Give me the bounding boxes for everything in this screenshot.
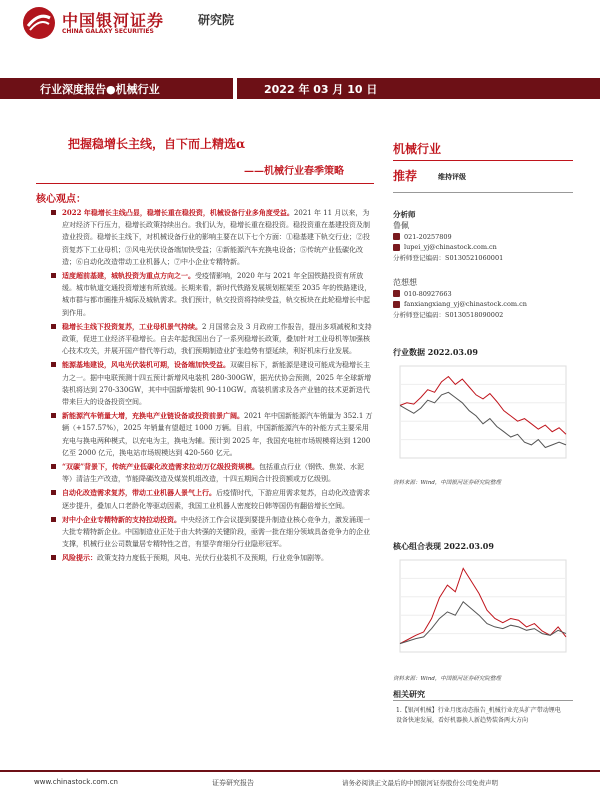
analyst-name: 范想想 <box>393 278 417 287</box>
sidebar-rule-2 <box>393 192 573 193</box>
key-point <box>48 487 374 511</box>
key-point-body: 双碳目标下，新能源是建设可能成为稳增长主力之一。据中电联预测十四五预计新增风电装机 280-300GW，据光伏协会预测，2025 年全球新增装机将达到 270-330GW，其中中国新增装机 90-110GW。高装机需求及各产业链的技术更新迭代带来巨大的设备投资空间。 <box>62 361 372 407</box>
footer-disclaimer: 请务必阅读正文最后的中国银河证券股份公司免责声明 <box>342 779 498 787</box>
title-rule <box>36 183 374 184</box>
related-research-item[interactable]: 1.【银河机械】行业月度动态报告_机械行业充头扩产带动锂电设备快速发展，看好机器换人新趋势装备两大方向 <box>396 707 561 724</box>
key-point <box>48 270 374 319</box>
related-rule <box>393 700 573 701</box>
analyst-email[interactable]: fanxiangxiang_yj@chinastock.com.cn <box>404 300 527 308</box>
series-line-2 <box>400 602 566 644</box>
rating-value: 维持评级 <box>438 172 466 181</box>
key-point-lead: 稳增长主线下投资复苏，工业母机景气持续。 <box>62 321 202 331</box>
key-point-lead: 能源基地建设，风电光伏装机可期，设备端加快受益。 <box>62 360 230 370</box>
key-point-body: 2021 年中国新能源汽车销量为 352.1 万辆（+157.57%），2025 年销量有望超过 1000 万辆。目前，中国新能源汽车的补能方式主要采用充电与换电两种模式，以充电为主，换电为辅。预计到 2025 年，我国充电桩市场规模将达到 1200 亿至 2000 亿元，换电站市场规模达到 420-560 亿元。 <box>62 412 373 457</box>
key-point-body: 包括重点行业（钢铁、焦炭、水泥等）清洁生产改造，节能降碳改造及煤炭机组改造，十四五期间合计投资额或万亿级别。 <box>62 463 365 484</box>
plot-frame <box>400 366 566 458</box>
banner-divider <box>233 78 237 99</box>
key-point-lead: “双碳”背景下，传统产业低碳化改造需求拉动万亿级投资规模。 <box>62 462 260 472</box>
brand-name-cn: 中国银河证券 <box>62 11 165 30</box>
key-point-lead: 自动化改造需求复苏，带动工业机器人景气上行。 <box>62 488 216 498</box>
footer-url[interactable]: www.chinastock.com.cn <box>34 778 118 786</box>
report-type: 行业深度报告●机械行业 <box>40 82 160 96</box>
analyst-phone: 010-80927663 <box>404 289 452 298</box>
key-point <box>48 359 374 408</box>
key-point <box>48 410 374 459</box>
portfolio-chart <box>392 554 572 662</box>
galaxy-logo <box>22 6 56 40</box>
key-point <box>48 552 374 564</box>
report-subtitle: ——机械行业春季策略 <box>244 166 344 177</box>
analyst-email[interactable]: lupei_yj@chinastock.com.cn <box>404 243 497 251</box>
bullet-list <box>48 207 374 567</box>
analyst-card <box>393 221 503 263</box>
key-point <box>48 321 374 358</box>
footer-center: 证券研究报告 <box>212 779 254 787</box>
key-point-body: 2 月国常会及 3 月政府工作报告，提出多项减税和支持政策，促进工业经济平稳增长。自去年起我国出台了一系列稳增长政策，叠加针对工业母机等加强核心技术攻关，并展开国产替代等行动，我们预期制造业扩张趋势有望延续，利好机床行业发展。 <box>62 322 372 356</box>
key-point <box>48 514 374 551</box>
plot-frame <box>400 560 566 652</box>
key-point-body: 政策支持力度低于预期，风电、光伏行业装机不及预期，行业竞争加剧等。 <box>97 554 328 563</box>
email-icon <box>393 301 400 308</box>
key-point-lead: 对中小企业专精特新的支持拉动投资。 <box>62 514 181 524</box>
related-heading: 相关研究 <box>393 689 425 699</box>
key-point-body: 后疫情时代，下游应用需求复苏，自动化改造需求逐步提升，叠加人口老龄化等驱动因素，我国工业机器人密度较日韩等国仍有翻倍增长空间。 <box>62 489 370 510</box>
report-title: 把握稳增长主线，自下而上精选α <box>68 137 246 151</box>
sidebar-rule <box>393 160 573 161</box>
footer-rule <box>0 770 600 772</box>
analyst-heading: 分析师 <box>393 210 416 219</box>
chart1-title: 行业数据 2022.03.09 <box>393 347 478 357</box>
institute-label: 研究院 <box>198 13 235 27</box>
key-point-body: 受疫情影响，2020 年与 2021 年全国铁路投资有所放缓。城市轨道交通投资增速有所放缓。长期来看，新时代铁路发展规划框架至 2035 年的铁路建设，城市群与都市圈推升城际及城轨需求。我们预计，轨交投资将持续受益，轨交板块在此轮稳增长中起到作用。 <box>62 272 372 317</box>
analyst-card <box>393 278 527 320</box>
analyst-license: 分析师登记编码：S0130518090002 <box>393 310 504 319</box>
key-point-lead: 风险提示： <box>62 553 97 563</box>
analyst-name: 鲁佩 <box>393 221 409 230</box>
key-point-lead: 2022 年稳增长主线凸显，稳增长重在稳投资，机械设备行业多角度受益。 <box>62 208 294 217</box>
phone-icon <box>393 233 400 240</box>
chart2-title: 核心组合表现 2022.03.09 <box>393 541 494 551</box>
report-banner <box>0 78 600 99</box>
report-date: 2022 年 03 月 10 日 <box>264 82 378 96</box>
key-point-body: 2021 年 11 月以来，为应对经济下行压力，稳增长政策持续出台。我们认为，稳增长重在稳投资。稳投资重在基建投资及制造业投资。稳增长主线下，对机械设备行业的影响主要在以下七个方面：①稳基建下轨交行业；②投资复苏下工业母机；③风电光伏设备端加快受益；④新能源汽车充换电设备；⑤传统产业低碳化改造；⑥自动化改造带动工业机器人；⑦中小企业专精特新。 <box>62 209 370 266</box>
phone-icon <box>393 290 400 297</box>
industry-chart <box>392 360 572 468</box>
key-point-lead: 新能源汽车销量大增，充换电产业链设备或投资前景广阔。 <box>62 411 244 421</box>
core-view-label: 核心观点： <box>36 194 86 205</box>
key-point <box>48 461 374 485</box>
rating-label: 推荐 <box>393 169 418 183</box>
chart1-source: 资料来源：Wind，中国银河证券研究院整理 <box>393 480 501 486</box>
brand-name-en: CHINA GALAXY SECURITIES <box>62 28 154 35</box>
industry-label: 机械行业 <box>393 142 442 156</box>
analyst-license: 分析师登记编码：S0130521060001 <box>393 253 504 262</box>
key-point <box>48 207 374 268</box>
series-line-1 <box>400 377 566 435</box>
key-point-body: 中央经济工作会议提到要提升制造业核心竞争力，激发涌现一大批专精特新企业。中国制造业正处于由大转强的关键阶段，亟需一批在细分领域具备竞争力的企业支撑，机械行业公司数量居专精特性之首，有望孕育细分行业隐形冠军。 <box>62 515 370 549</box>
analyst-phone: 021-20257809 <box>404 232 452 241</box>
chart2-source: 资料来源：Wind，中国银河证券研究院整理 <box>393 676 501 682</box>
email-icon <box>393 244 400 251</box>
key-point-lead: 适度超前基建，城轨投资为重点方向之一。 <box>62 271 195 281</box>
